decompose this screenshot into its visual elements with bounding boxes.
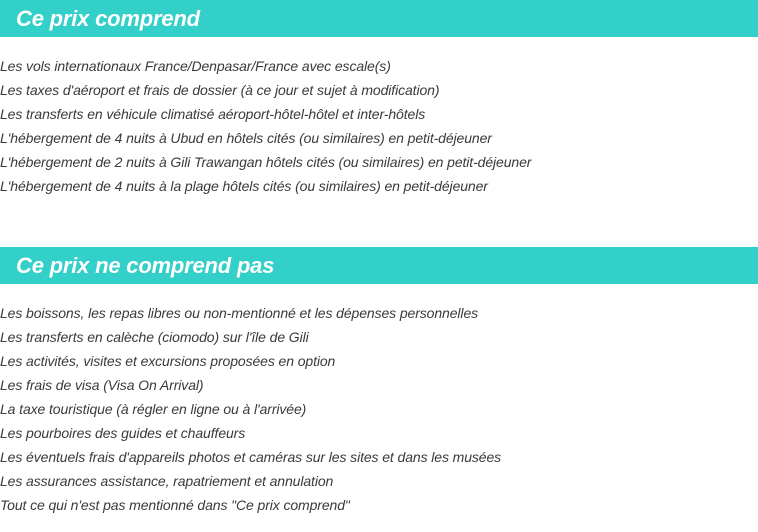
list-item: La taxe touristique (à régler en ligne ou à l'arrivée)	[0, 401, 307, 417]
excluded-section-title: Ce prix ne comprend pas	[16, 252, 275, 278]
list-item: Les transferts en calèche (ciomodo) sur l'île de Gili	[0, 329, 309, 345]
list-item: Les assurances assistance, rapatriement et annulation	[0, 473, 334, 489]
list-item: Les éventuels frais d'appareils photos et caméras sur les sites et dans les musées	[0, 449, 502, 465]
list-item: Les frais de visa (Visa On Arrival)	[0, 377, 204, 393]
list-item: Les pourboires des guides et chauffeurs	[0, 425, 246, 441]
list-item: Les vols internationaux France/Denpasar/France avec escale(s)	[0, 58, 391, 74]
list-item: L'hébergement de 4 nuits à la plage hôtels cités (ou similaires) en petit-déjeuner	[0, 178, 488, 194]
included-list	[0, 54, 531, 198]
list-item: Les boissons, les repas libres ou non-mentionné et les dépenses personnelles	[0, 305, 479, 321]
list-item: Les taxes d'aéroport et frais de dossier (à ce jour et sujet à modification)	[0, 82, 440, 98]
list-item: Tout ce qui n'est pas mentionné dans "Ce prix comprend"	[0, 497, 350, 513]
included-section-header	[0, 0, 758, 37]
list-item: Les transferts en véhicule climatisé aéroport-hôtel-hôtel et inter-hôtels	[0, 106, 426, 122]
included-section-title: Ce prix comprend	[16, 5, 200, 31]
excluded-section-header	[0, 247, 758, 284]
list-item: L'hébergement de 2 nuits à Gili Trawangan hôtels cités (ou similaires) en petit-déjeuner	[0, 154, 532, 170]
excluded-list	[0, 301, 501, 517]
list-item: Les activités, visites et excursions proposées en option	[0, 353, 336, 369]
list-item: L'hébergement de 4 nuits à Ubud en hôtels cités (ou similaires) en petit-déjeuner	[0, 130, 492, 146]
